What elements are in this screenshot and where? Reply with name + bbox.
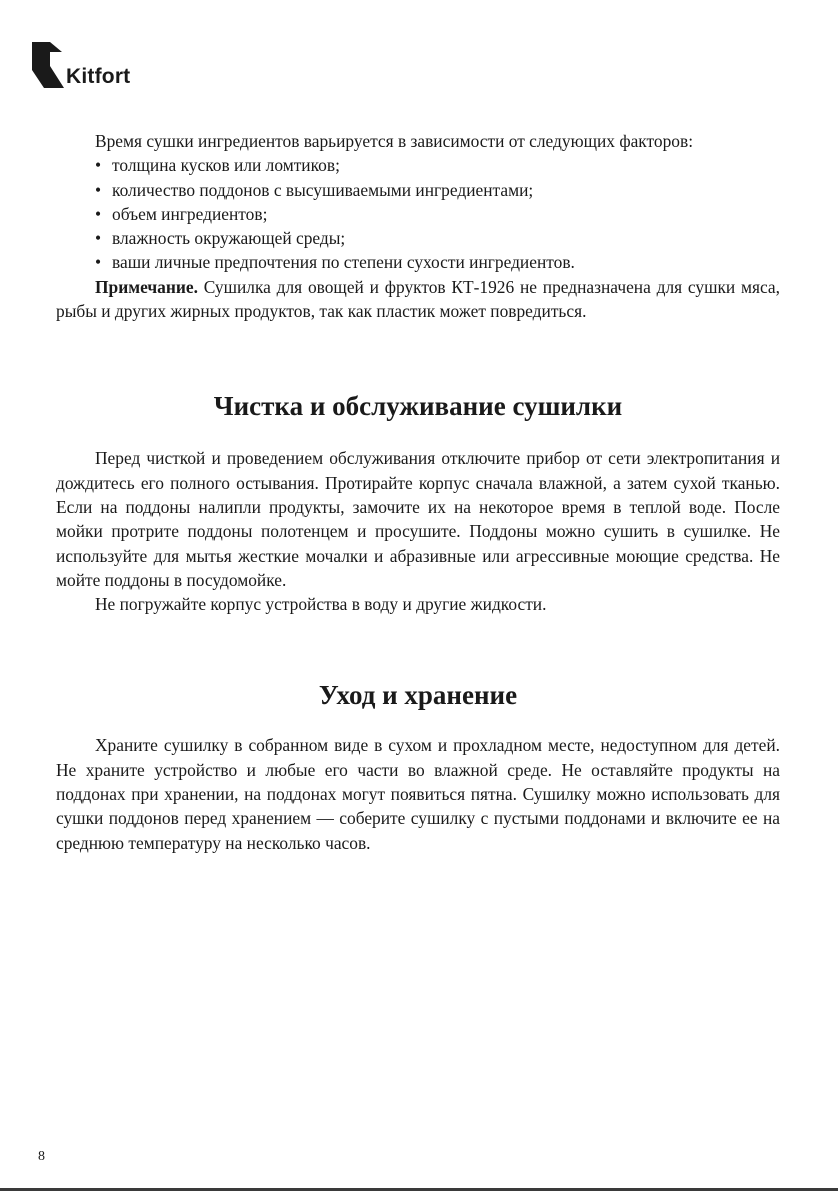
factor-item: • ваши личные предпочтения по степени сухости ингредиентов. <box>95 250 780 274</box>
page-number: 8 <box>38 1149 45 1164</box>
intro-lead: Время сушки ингредиентов варьируется в зависимости от следующих факторов: <box>95 131 694 151</box>
factor-item: • толщина кусков или ломтиков; <box>95 153 780 177</box>
logo-wordmark: Kitfort <box>66 65 131 88</box>
note-paragraph <box>56 275 780 324</box>
drying-factors-list <box>56 153 780 274</box>
brand-logo <box>32 42 172 92</box>
factor-item: • объем ингредиентов; <box>95 202 780 226</box>
cleaning-paragraph: Перед чисткой и проведением обслуживания отключите прибор от сети электропитания и дождитесь его полного остывания. Протирайте корпус сначала влажной, а затем сухой тканью. Если на поддоны налипли продукты, замочите их на некоторое время в теплой воде. После мойки протрите поддоны полотенцем и просушите. Поддоны можно сушить в сушилке. Не используйте для мытья жесткие мочалки и абразивные или агрессивные моющие средства. Не мойте поддоны в посудомойке. <box>56 448 780 590</box>
section-title-storage: Уход и хранение <box>318 680 518 711</box>
cleaning-warning: Не погружайте корпус устройства в воду и другие жидкости. <box>95 594 547 615</box>
section-title-cleaning: Чистка и обслуживание сушилки <box>213 391 623 422</box>
note-label: Примечание. <box>95 276 198 297</box>
document-body <box>56 129 780 855</box>
storage-paragraph: Храните сушилку в собранном виде в сухом и прохладном месте, недоступном для детей. Не храните устройство и любые его части во влажной среде. Не оставляйте продукты на поддонах при хранении, на поддонах могут появиться пятна. Сушилку можно использовать для сушки поддонов перед хранением — соберите сушилку с пустыми поддонами и включите ее на среднюю температуру на несколько часов. <box>56 735 780 853</box>
factor-item: • количество поддонов с высушиваемыми ингредиентами; <box>95 178 780 202</box>
note-text: Сушилка для овощей и фруктов КТ-1926 не предназначена для сушки мяса, рыбы и других жирных продуктов, так как пластик может повредиться. <box>56 276 780 322</box>
factor-item: • влажность окружающей среды; <box>95 226 780 250</box>
